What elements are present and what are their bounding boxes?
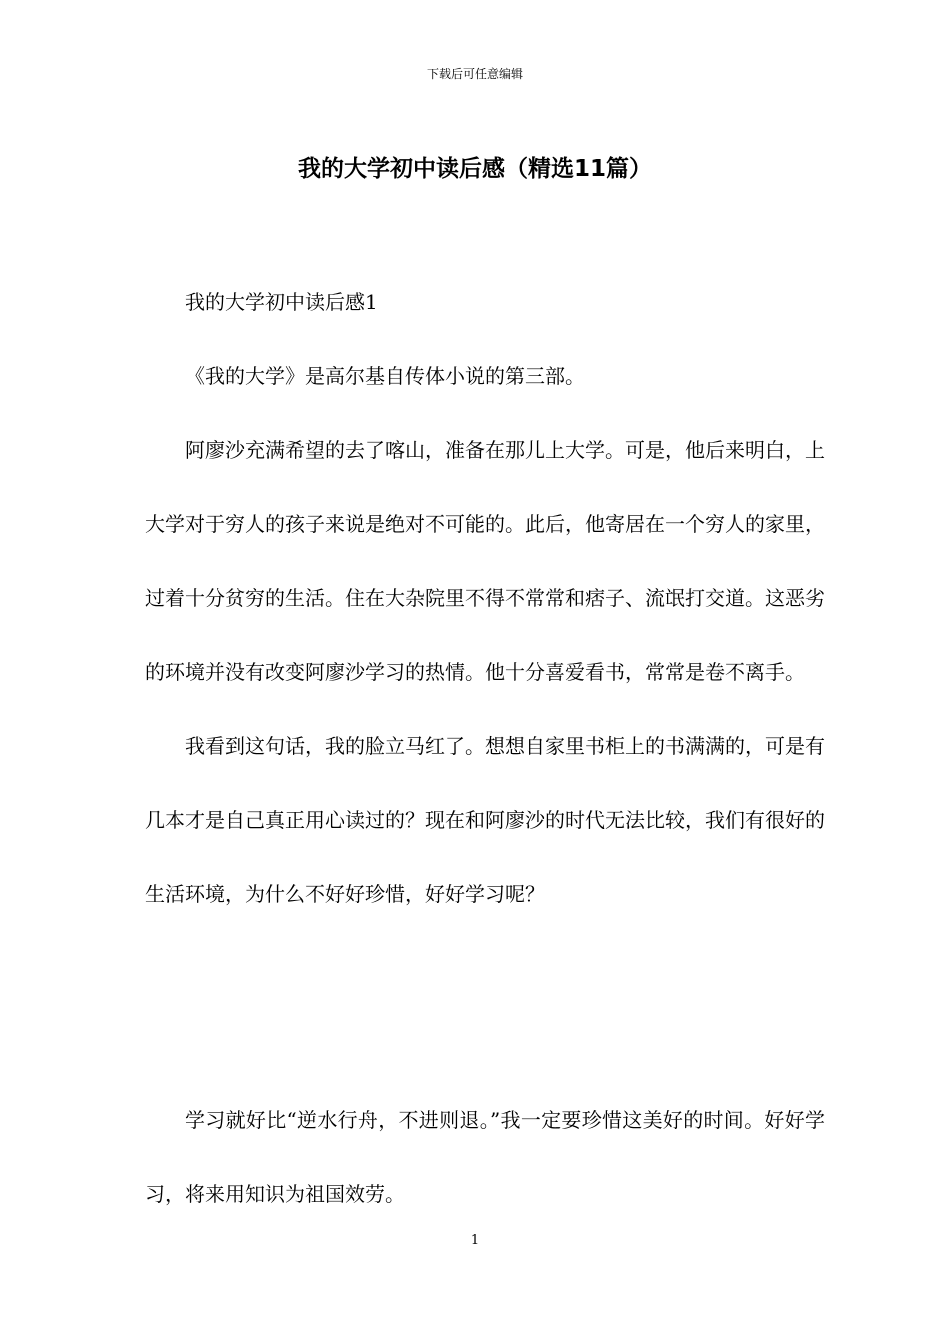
paragraph-3: 我看到这句话，我的脸立马红了。想想自家里书柜上的书满满的，可是有几本才是自己真正用心读过的？现在和阿廖沙的时代无法比较，我们有很好的生活环境，为什么不好好珍惜，好好学习呢？ <box>145 734 825 906</box>
body-section-1 <box>145 265 825 931</box>
document-title: 我的大学初中读后感（精选11篇） <box>297 156 652 182</box>
body-section-2 <box>145 1083 825 1231</box>
paragraph-2: 阿廖沙充满希望的去了喀山，准备在那儿上大学。可是，他后来明白，上大学对于穷人的孩子来说是绝对不可能的。此后，他寄居在一个穷人的家里，过着十分贫穷的生活。住在大杂院里不得不常常和痞子、流氓打交道。这恶劣的环境并没有改变阿廖沙学习的热情。他十分喜爱看书，常常是卷不离手。 <box>145 438 825 684</box>
header-note: 下载后可任意编辑 <box>426 67 523 81</box>
section-heading: 我的大学初中读后感1 <box>185 290 378 314</box>
paragraph-1: 《我的大学》是高尔基自传体小说的第三部。 <box>185 364 585 388</box>
page-number: 1 <box>470 1233 480 1248</box>
paragraph-4: 学习就好比“逆水行舟，不进则退。”我一定要珍惜这美好的时间。好好学习，将来用知识为祖国效劳。 <box>145 1108 825 1206</box>
